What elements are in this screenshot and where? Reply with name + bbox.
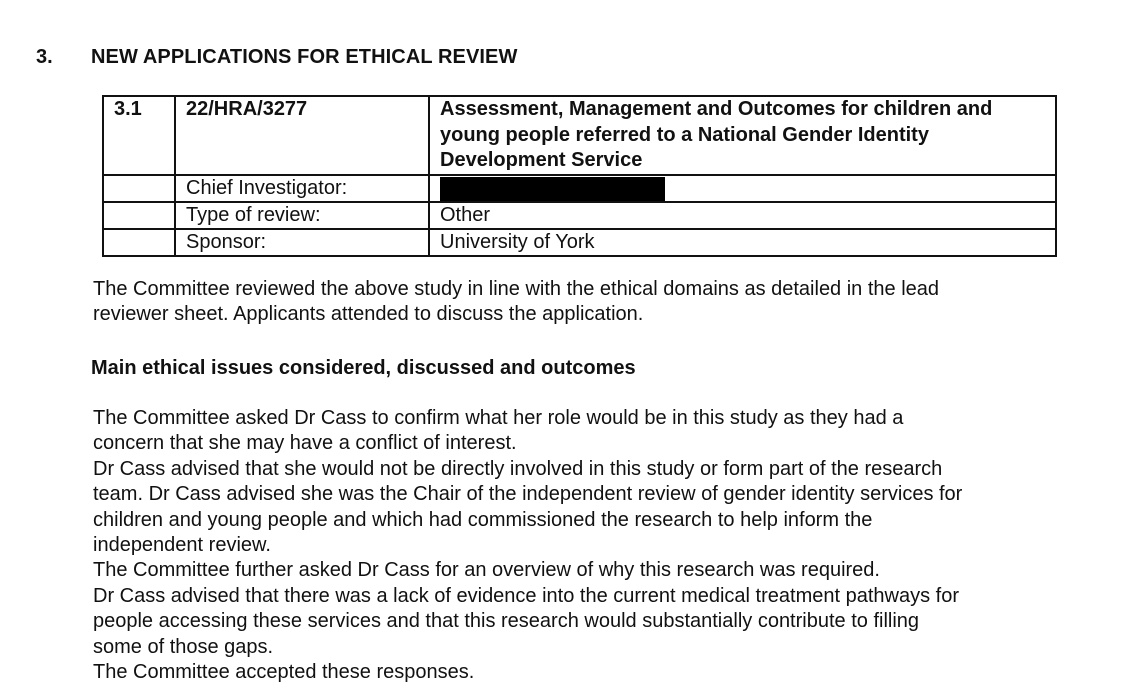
table-row	[103, 202, 1056, 229]
row-label-sponsor: Sponsor:	[175, 229, 429, 256]
application-table	[102, 95, 1057, 257]
section-number: 3.	[36, 46, 53, 68]
table-header-row	[103, 96, 1056, 175]
section-heading	[0, 44, 1134, 70]
section-title: NEW APPLICATIONS FOR ETHICAL REVIEW	[91, 46, 518, 68]
empty-cell	[103, 229, 175, 256]
issues-paragraph	[93, 406, 1083, 685]
issues-line: The Committee accepted these responses.	[93, 661, 475, 684]
study-title: Assessment, Management and Outcomes for children and young people referred to a National Gender Identity Development Service	[429, 96, 1056, 175]
issues-line: The Committee asked Dr Cass to confirm what her role would be in this study as they had a	[93, 407, 904, 429]
application-reference: 22/HRA/3277	[175, 96, 429, 175]
issues-line: children and young people and which had commissioned the research to help inform the	[93, 508, 873, 531]
empty-cell	[103, 202, 175, 229]
intro-line: The Committee reviewed the above study in line with the ethical domains as detailed in the lead	[93, 278, 940, 300]
issues-line: Dr Cass advised that there was a lack of evidence into the current medical treatment pathways for	[93, 584, 959, 607]
table-row	[103, 175, 1056, 202]
empty-cell	[103, 175, 175, 202]
row-value-sponsor: University of York	[429, 229, 1056, 256]
row-label-chief-investigator: Chief Investigator:	[175, 175, 429, 202]
issues-line: team. Dr Cass advised she was the Chair of the independent review of gender identity services for	[93, 483, 963, 506]
issues-line: people accessing these services and that this research would substantially contribute to filling	[93, 610, 920, 633]
item-number: 3.1	[103, 96, 175, 175]
table-row	[103, 229, 1056, 256]
redaction-block	[440, 177, 665, 201]
intro-paragraph	[93, 277, 1083, 328]
issues-line: Dr Cass advised that she would not be directly involved in this study or form part of the research	[93, 457, 943, 480]
row-value-type-of-review: Other	[429, 202, 1056, 229]
issues-line: The Committee further asked Dr Cass for an overview of why this research was required.	[93, 559, 880, 582]
row-label-type-of-review: Type of review:	[175, 202, 429, 229]
issues-heading: Main ethical issues considered, discussed and outcomes	[91, 357, 636, 379]
issues-line: concern that she may have a conflict of interest.	[93, 432, 517, 455]
row-value-chief-investigator	[429, 175, 1056, 202]
intro-line: reviewer sheet. Applicants attended to discuss the application.	[93, 303, 644, 326]
issues-line: some of those gaps.	[93, 635, 274, 658]
issues-line: independent review.	[93, 534, 271, 557]
